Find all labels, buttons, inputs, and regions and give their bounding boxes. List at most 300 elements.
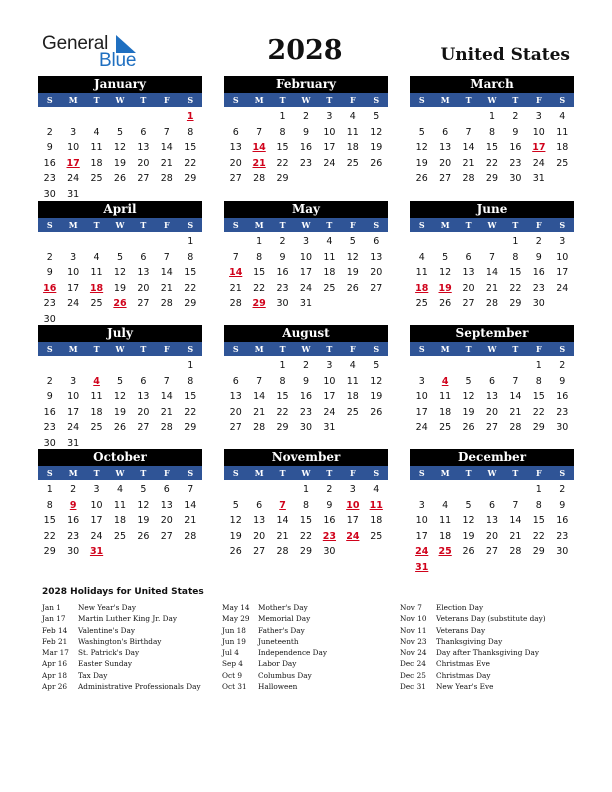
month-october xyxy=(38,449,202,560)
weekday-label: F xyxy=(535,344,542,354)
weekday-label: T xyxy=(279,220,286,230)
weekday-label: M xyxy=(68,95,78,105)
day-cell: 10 xyxy=(415,515,428,526)
weekday-header xyxy=(410,466,574,480)
day-cell: 18 xyxy=(90,157,103,169)
day-cell: 1 xyxy=(535,484,542,495)
holiday-name: St. Patrick's Day xyxy=(78,648,140,658)
weekday-label: S xyxy=(232,344,239,354)
empty-cell xyxy=(61,234,84,250)
holiday-date: May 29 xyxy=(222,614,250,624)
day-cell: 17 xyxy=(556,267,569,278)
holiday-day-cell: 26 xyxy=(113,298,127,309)
day-cell: 5 xyxy=(373,360,380,371)
empty-cell xyxy=(224,109,247,125)
day-cell: 30 xyxy=(299,422,313,433)
day-cell: 31 xyxy=(67,437,80,449)
day-cell: 19 xyxy=(415,157,428,169)
holiday-day-cell: 4 xyxy=(441,375,449,387)
year-title: 2028 xyxy=(267,35,343,66)
day-cell: 19 xyxy=(346,267,359,278)
day-cell: 18 xyxy=(346,391,359,402)
day-cell: 1 xyxy=(302,484,309,495)
holiday-name: Administrative Professionals Day xyxy=(78,682,201,692)
weekday-header xyxy=(410,342,574,356)
weekday-label: W xyxy=(301,344,311,354)
day-grid xyxy=(38,480,202,560)
day-cell: 22 xyxy=(485,157,499,169)
day-cell: 25 xyxy=(415,298,428,309)
weekday-label: F xyxy=(163,95,170,105)
holidays-title: 2028 Holidays for United States xyxy=(42,587,204,597)
month-title: February xyxy=(224,76,388,93)
holiday-date: Jul 4 xyxy=(222,648,239,658)
day-cell: 6 xyxy=(232,375,239,387)
day-cell: 15 xyxy=(253,267,266,278)
month-march xyxy=(410,76,574,187)
weekday-label: T xyxy=(140,468,147,478)
day-cell: 20 xyxy=(439,157,452,169)
day-cell: 2 xyxy=(302,360,309,371)
day-cell: 16 xyxy=(556,515,569,526)
day-cell: 16 xyxy=(323,515,336,526)
day-cell: 17 xyxy=(299,267,313,278)
day-cell: 4 xyxy=(93,126,100,138)
day-cell: 30 xyxy=(43,437,56,449)
weekday-label: F xyxy=(349,95,356,105)
day-cell: 25 xyxy=(370,530,383,542)
day-cell: 23 xyxy=(67,530,80,542)
empty-cell xyxy=(433,358,456,374)
day-cell: 28 xyxy=(485,298,499,309)
day-cell: 10 xyxy=(90,499,103,511)
day-cell: 8 xyxy=(46,499,53,511)
month-title: August xyxy=(224,325,388,342)
day-cell: 6 xyxy=(442,126,449,138)
holiday-row xyxy=(42,670,201,681)
day-cell: 27 xyxy=(137,298,150,309)
day-cell: 12 xyxy=(229,515,242,526)
weekday-label: T xyxy=(140,344,147,354)
day-cell: 16 xyxy=(67,515,80,526)
day-cell: 30 xyxy=(276,298,289,309)
day-cell: 19 xyxy=(113,406,127,418)
day-cell: 29 xyxy=(43,546,56,557)
day-cell: 8 xyxy=(512,251,519,263)
day-cell: 20 xyxy=(462,282,475,294)
holiday-day-cell: 18 xyxy=(89,282,104,294)
day-cell: 28 xyxy=(160,173,173,184)
day-cell: 19 xyxy=(370,391,383,402)
weekday-label: M xyxy=(440,344,450,354)
day-cell: 1 xyxy=(488,111,495,122)
day-cell: 20 xyxy=(229,157,242,169)
day-cell: 27 xyxy=(439,173,452,184)
holiday-date: Mar 17 xyxy=(42,648,69,658)
weekday-header xyxy=(410,93,574,107)
holiday-name: New Year's Day xyxy=(78,603,137,612)
day-cell: 24 xyxy=(67,173,80,184)
day-cell: 1 xyxy=(279,111,286,122)
day-cell: 4 xyxy=(559,111,566,122)
month-title: March xyxy=(410,76,574,93)
day-cell: 27 xyxy=(485,546,499,557)
day-cell: 30 xyxy=(43,313,56,325)
day-cell: 30 xyxy=(556,422,569,433)
holiday-row xyxy=(400,658,546,669)
day-cell: 8 xyxy=(535,375,542,387)
day-cell: 13 xyxy=(439,142,452,153)
weekday-label: M xyxy=(254,220,264,230)
day-cell: 6 xyxy=(140,126,147,138)
holiday-name: Juneteenth xyxy=(258,636,299,646)
month-title: October xyxy=(38,449,202,466)
holiday-date: Sep 4 xyxy=(222,659,243,669)
weekday-label: S xyxy=(559,220,566,230)
day-cell: 31 xyxy=(67,188,80,200)
day-cell: 6 xyxy=(140,375,147,387)
holiday-row xyxy=(400,647,546,658)
day-cell: 21 xyxy=(160,282,173,294)
day-cell: 28 xyxy=(509,422,522,433)
day-cell: 3 xyxy=(70,126,77,138)
weekday-label: S xyxy=(46,220,53,230)
day-cell: 14 xyxy=(485,267,499,278)
holiday-column xyxy=(400,602,546,692)
holiday-name: Martin Luther King Jr. Day xyxy=(78,614,177,624)
weekday-label: F xyxy=(163,344,170,354)
holiday-row xyxy=(222,602,327,613)
day-cell: 27 xyxy=(137,422,150,433)
day-cell: 26 xyxy=(439,298,452,309)
weekday-label: F xyxy=(535,468,542,478)
day-cell: 25 xyxy=(90,298,103,309)
holiday-day-cell: 31 xyxy=(89,546,104,557)
day-cell: 2 xyxy=(326,484,333,495)
empty-cell xyxy=(457,109,480,125)
weekday-label: S xyxy=(418,95,425,105)
holiday-day-cell: 17 xyxy=(532,142,546,153)
day-cell: 1 xyxy=(256,236,263,247)
day-cell: 14 xyxy=(509,515,522,526)
day-cell: 12 xyxy=(113,142,127,153)
day-cell: 12 xyxy=(415,142,428,153)
holiday-row xyxy=(400,670,546,681)
day-cell: 7 xyxy=(465,126,472,138)
day-cell: 13 xyxy=(253,515,266,526)
day-cell: 18 xyxy=(323,267,336,278)
day-cell: 1 xyxy=(187,236,194,247)
day-cell: 13 xyxy=(160,499,173,511)
day-cell: 25 xyxy=(346,406,359,418)
day-cell: 5 xyxy=(140,484,147,495)
holiday-day-cell: 16 xyxy=(43,282,57,294)
holiday-day-cell: 21 xyxy=(252,157,266,169)
weekday-label: S xyxy=(373,344,380,354)
day-cell: 5 xyxy=(465,375,472,387)
holiday-name: Mother's Day xyxy=(258,603,308,612)
holiday-day-cell: 24 xyxy=(415,546,429,557)
day-cell: 26 xyxy=(113,173,127,184)
day-cell: 12 xyxy=(439,267,452,278)
holiday-date: Apr 18 xyxy=(42,670,68,680)
weekday-label: W xyxy=(487,220,497,230)
day-cell: 20 xyxy=(137,157,150,169)
empty-cell xyxy=(410,358,433,374)
day-cell: 29 xyxy=(276,173,289,184)
day-cell: 3 xyxy=(349,484,356,495)
empty-cell xyxy=(85,109,108,125)
day-cell: 9 xyxy=(559,375,566,387)
weekday-label: T xyxy=(512,220,519,230)
day-cell: 21 xyxy=(509,406,522,418)
month-july xyxy=(38,325,202,451)
weekday-header xyxy=(38,466,202,480)
holiday-row xyxy=(42,625,201,636)
weekday-label: S xyxy=(232,468,239,478)
weekday-label: W xyxy=(487,95,497,105)
weekday-label: S xyxy=(46,468,53,478)
day-grid xyxy=(410,356,574,436)
day-cell: 2 xyxy=(46,126,53,138)
day-cell: 12 xyxy=(370,126,383,138)
holiday-date: Jun 18 xyxy=(222,625,246,635)
weekday-label: S xyxy=(187,95,194,105)
day-cell: 20 xyxy=(485,406,499,418)
holiday-day-cell: 14 xyxy=(252,142,266,153)
day-cell: 19 xyxy=(370,142,383,153)
day-cell: 18 xyxy=(113,515,127,526)
day-cell: 12 xyxy=(370,375,383,387)
holiday-date: Apr 16 xyxy=(42,659,68,669)
day-cell: 5 xyxy=(418,126,425,138)
day-cell: 3 xyxy=(70,375,77,387)
empty-cell xyxy=(433,109,456,125)
day-cell: 30 xyxy=(43,188,56,200)
day-cell: 23 xyxy=(43,298,56,309)
weekday-header xyxy=(38,342,202,356)
weekday-label: T xyxy=(326,220,333,230)
holiday-row xyxy=(42,613,201,624)
day-cell: 25 xyxy=(323,282,336,294)
day-cell: 5 xyxy=(373,111,380,122)
holiday-date: Dec 25 xyxy=(400,670,426,680)
day-cell: 8 xyxy=(302,499,309,511)
holiday-row xyxy=(400,602,546,613)
holiday-date: Oct 31 xyxy=(222,682,247,692)
day-cell: 3 xyxy=(418,499,425,511)
day-cell: 30 xyxy=(509,173,522,184)
day-cell: 13 xyxy=(462,267,475,278)
day-cell: 2 xyxy=(559,484,566,495)
day-cell: 11 xyxy=(90,267,103,278)
day-cell: 9 xyxy=(535,251,542,263)
day-cell: 3 xyxy=(559,236,566,247)
holiday-date: Nov 24 xyxy=(400,648,427,658)
weekday-label: T xyxy=(140,220,147,230)
day-cell: 8 xyxy=(187,375,194,387)
weekday-label: M xyxy=(68,344,78,354)
day-cell: 16 xyxy=(299,142,313,153)
weekday-header xyxy=(224,218,388,232)
empty-cell xyxy=(410,109,433,125)
day-cell: 21 xyxy=(184,515,197,526)
day-cell: 23 xyxy=(276,282,289,294)
day-cell: 26 xyxy=(370,157,383,169)
month-title: September xyxy=(410,325,574,342)
day-cell: 28 xyxy=(509,546,522,557)
day-cell: 3 xyxy=(535,111,542,122)
day-cell: 31 xyxy=(323,422,336,433)
weekday-label: S xyxy=(559,468,566,478)
day-cell: 29 xyxy=(509,298,522,309)
day-cell: 29 xyxy=(184,298,197,309)
holiday-date: Feb 14 xyxy=(42,625,68,635)
day-cell: 22 xyxy=(43,530,56,542)
weekday-label: T xyxy=(465,220,472,230)
empty-cell xyxy=(85,358,108,374)
holiday-day-cell: 29 xyxy=(252,298,266,309)
weekday-label: T xyxy=(93,344,100,354)
day-cell: 28 xyxy=(253,422,266,433)
day-cell: 3 xyxy=(418,375,425,387)
holiday-date: Dec 24 xyxy=(400,659,426,669)
holiday-day-cell: 24 xyxy=(346,530,360,542)
day-cell: 15 xyxy=(43,515,56,526)
day-cell: 3 xyxy=(70,251,77,263)
day-cell: 11 xyxy=(113,499,127,511)
holiday-name: Election Day xyxy=(436,603,484,612)
empty-cell xyxy=(480,358,503,374)
day-grid xyxy=(224,356,388,436)
holiday-row xyxy=(42,602,201,613)
day-cell: 21 xyxy=(229,282,242,294)
empty-cell xyxy=(132,109,155,125)
holiday-name: Day after Thanksgiving Day xyxy=(436,648,540,658)
day-cell: 21 xyxy=(462,157,475,169)
day-cell: 21 xyxy=(485,282,499,294)
day-cell: 20 xyxy=(160,515,173,526)
day-cell: 26 xyxy=(462,422,475,433)
weekday-label: S xyxy=(373,220,380,230)
weekday-label: S xyxy=(373,468,380,478)
day-cell: 6 xyxy=(232,126,239,138)
day-cell: 25 xyxy=(90,173,103,184)
weekday-label: T xyxy=(279,468,286,478)
weekday-label: S xyxy=(418,220,425,230)
day-cell: 11 xyxy=(439,391,452,402)
day-cell: 4 xyxy=(326,236,333,247)
day-cell: 23 xyxy=(299,157,313,169)
day-cell: 8 xyxy=(279,375,286,387)
day-cell: 6 xyxy=(465,251,472,263)
empty-cell xyxy=(108,358,131,374)
day-cell: 10 xyxy=(67,142,80,153)
day-cell: 15 xyxy=(184,142,197,153)
empty-cell xyxy=(108,109,131,125)
month-january xyxy=(38,76,202,202)
day-cell: 13 xyxy=(485,391,499,402)
holiday-row xyxy=(42,636,201,647)
empty-cell xyxy=(224,358,247,374)
weekday-label: T xyxy=(326,468,333,478)
day-cell: 16 xyxy=(532,267,545,278)
day-cell: 28 xyxy=(462,173,475,184)
day-cell: 17 xyxy=(67,406,80,418)
day-cell: 20 xyxy=(485,530,499,542)
weekday-label: W xyxy=(487,344,497,354)
day-cell: 24 xyxy=(323,157,336,169)
holiday-day-cell: 19 xyxy=(438,282,452,294)
day-cell: 18 xyxy=(90,406,103,418)
day-cell: 13 xyxy=(485,515,499,526)
empty-cell xyxy=(433,234,456,250)
empty-cell xyxy=(504,358,527,374)
day-cell: 27 xyxy=(485,422,499,433)
day-grid xyxy=(38,356,202,451)
day-cell: 29 xyxy=(184,422,197,433)
day-cell: 4 xyxy=(349,111,356,122)
day-cell: 3 xyxy=(93,484,100,495)
day-cell: 29 xyxy=(276,422,289,433)
day-cell: 23 xyxy=(43,173,56,184)
holiday-name: Veterans Day xyxy=(436,625,486,635)
month-june xyxy=(410,201,574,312)
day-cell: 21 xyxy=(509,530,522,542)
day-cell: 14 xyxy=(462,142,475,153)
day-cell: 1 xyxy=(279,360,286,371)
day-cell: 19 xyxy=(113,282,127,294)
empty-cell xyxy=(410,234,433,250)
day-cell: 22 xyxy=(299,530,313,542)
day-cell: 28 xyxy=(276,546,289,557)
day-cell: 12 xyxy=(137,499,150,511)
day-cell: 6 xyxy=(140,251,147,263)
empty-cell xyxy=(155,109,178,125)
day-cell: 30 xyxy=(556,546,569,557)
empty-cell xyxy=(61,358,84,374)
day-cell: 3 xyxy=(302,236,309,247)
empty-cell xyxy=(155,358,178,374)
day-cell: 22 xyxy=(184,406,197,418)
holiday-row xyxy=(400,681,546,692)
day-cell: 4 xyxy=(373,484,380,495)
weekday-label: S xyxy=(559,344,566,354)
weekday-label: F xyxy=(163,468,170,478)
day-cell: 3 xyxy=(326,360,333,371)
day-cell: 8 xyxy=(256,251,263,263)
holiday-name: Memorial Day xyxy=(258,614,311,624)
day-cell: 13 xyxy=(229,142,242,153)
day-cell: 2 xyxy=(512,111,519,122)
day-cell: 29 xyxy=(184,173,197,184)
empty-cell xyxy=(433,482,456,498)
day-cell: 7 xyxy=(488,251,495,263)
empty-cell xyxy=(38,358,61,374)
day-cell: 13 xyxy=(229,391,242,402)
weekday-label: T xyxy=(465,468,472,478)
logo-general-text: General xyxy=(42,33,109,54)
day-cell: 8 xyxy=(488,126,495,138)
weekday-label: W xyxy=(115,344,125,354)
day-cell: 26 xyxy=(137,530,150,542)
day-cell: 8 xyxy=(535,499,542,511)
holiday-date: Dec 31 xyxy=(400,682,426,692)
weekday-label: T xyxy=(93,95,100,105)
day-cell: 24 xyxy=(556,282,569,294)
day-cell: 18 xyxy=(439,530,452,542)
empty-cell xyxy=(224,234,247,250)
